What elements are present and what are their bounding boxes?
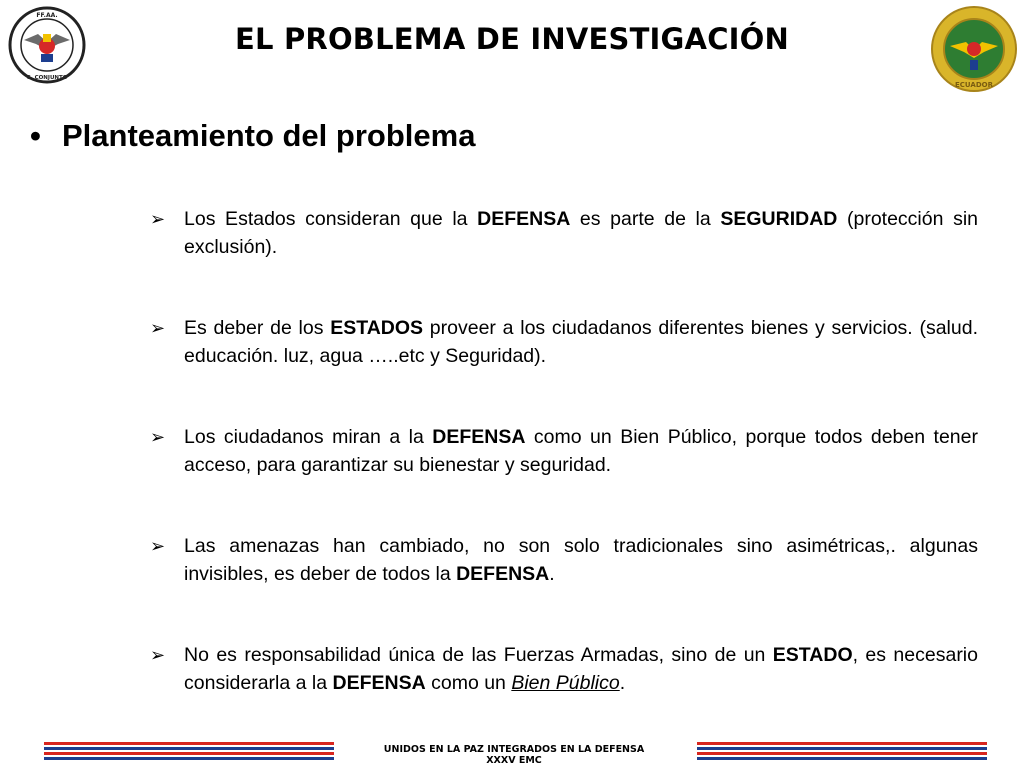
bullet-dot: •: [30, 118, 41, 153]
svg-text:FF.AA.: FF.AA.: [36, 12, 58, 19]
footer-stripes-left: [44, 742, 334, 764]
heading-text: Planteamiento del problema: [62, 118, 476, 153]
page-title: EL PROBLEMA DE INVESTIGACIÓN: [234, 22, 789, 56]
list-item: [150, 314, 978, 370]
section-heading: [30, 118, 475, 154]
arrow-bullet-icon: ➢: [150, 536, 166, 556]
svg-text:C. CONJUNTO: C. CONJUNTO: [26, 75, 68, 81]
item-emphasis: DEFENSA: [432, 426, 526, 448]
item-emphasis: DEFENSA: [477, 208, 571, 230]
item-emphasis: DEFENSA: [332, 672, 426, 694]
svg-text:ECUADOR: ECUADOR: [955, 81, 993, 89]
item-text: , es necesario considerarla a la: [184, 644, 978, 694]
item-text: es parte de la: [570, 208, 721, 230]
item-underlined: Bien Público: [511, 672, 620, 694]
arrow-bullet-icon: ➢: [150, 645, 166, 665]
item-text: como un Bien Público, porque todos deben tener acceso, para garantizar su bienestar y seguridad.: [184, 426, 978, 476]
list-item: [150, 532, 978, 588]
arrow-bullet-icon: ➢: [150, 209, 166, 229]
footer-line-2: XXXV EMC: [486, 755, 542, 766]
item-text: .: [619, 672, 626, 694]
item-text: No es responsabilidad única de las Fuerzas Armadas, sino de un: [184, 644, 773, 666]
footer-stripes-right: [697, 742, 987, 764]
item-text: como un: [425, 672, 512, 694]
list-item: [150, 423, 978, 479]
item-emphasis: DEFENSA: [456, 563, 550, 585]
problem-list: [150, 205, 978, 750]
item-text: Las amenazas han cambiado, no son solo tradicionales sino asimétricas,. algunas invisibles, es deber de todos la: [184, 535, 978, 585]
item-text: Es deber de los: [184, 317, 331, 339]
item-text: proveer a los ciudadanos diferentes bienes y servicios. (salud. educación. luz, agua …..etc y Seguridad).: [184, 317, 978, 367]
list-item: [150, 205, 978, 261]
list-item: [150, 641, 978, 697]
item-text: .: [549, 563, 555, 585]
arrow-bullet-icon: ➢: [150, 318, 166, 338]
arrow-bullet-icon: ➢: [150, 427, 166, 447]
item-emphasis: ESTADO: [772, 644, 853, 666]
item-text: Los ciudadanos miran a la: [184, 426, 433, 448]
item-text: (protección sin exclusión).: [184, 208, 978, 258]
footer-motto: [344, 744, 684, 766]
item-emphasis: ESTADOS: [330, 317, 424, 339]
item-text: Los Estados consideran que la: [184, 208, 478, 230]
footer-line-1: UNIDOS EN LA PAZ INTEGRADOS EN LA DEFENSA: [383, 744, 645, 755]
item-emphasis: SEGURIDAD: [720, 208, 838, 230]
